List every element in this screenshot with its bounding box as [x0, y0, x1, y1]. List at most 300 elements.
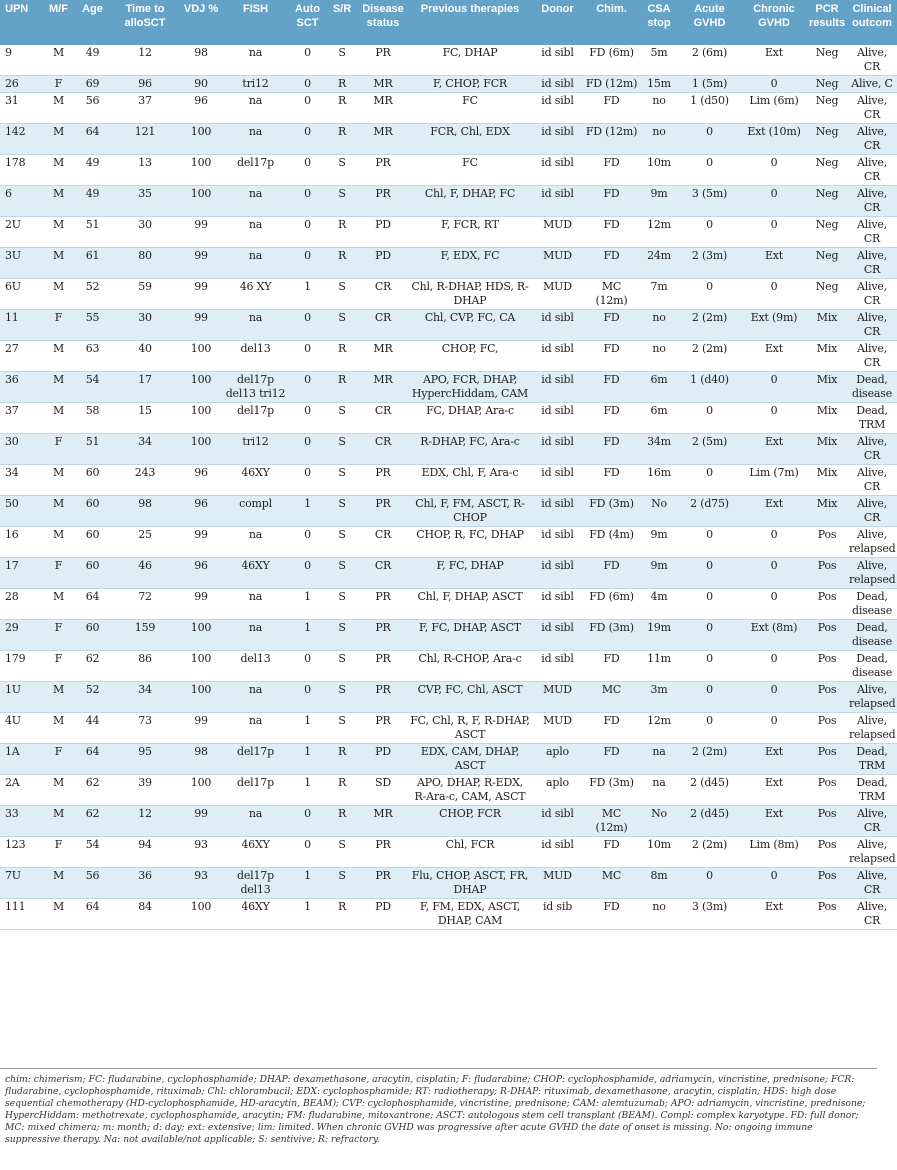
table-cell: FD (3m): [583, 620, 640, 651]
table-cell: 9m: [640, 527, 678, 558]
table-cell: 1: [289, 620, 326, 651]
table-cell: 100: [180, 682, 222, 713]
table-cell: PR: [358, 589, 408, 620]
table-row: [0, 465, 897, 496]
table-cell: Alive, relapsed: [847, 837, 897, 868]
table-cell: M: [42, 713, 75, 744]
table-cell: 64: [75, 124, 110, 155]
table-cell: M: [42, 217, 75, 248]
table-cell: 1 (d50): [678, 93, 741, 124]
table-cell: M: [42, 775, 75, 806]
table-cell: 2 (2m): [678, 837, 741, 868]
table-cell: 0: [289, 651, 326, 682]
table-cell: 99: [180, 248, 222, 279]
table-cell: 9m: [640, 186, 678, 217]
table-cell: FD: [583, 465, 640, 496]
table-cell: 69: [75, 76, 110, 93]
table-row: [0, 155, 897, 186]
table-cell: Alive, relapsed: [847, 527, 897, 558]
table-cell: S: [326, 310, 358, 341]
table-cell: M: [42, 341, 75, 372]
table-cell: 27: [0, 341, 42, 372]
table-cell: S: [326, 279, 358, 310]
table-cell: Pos: [807, 744, 847, 775]
table-cell: 96: [180, 465, 222, 496]
table-cell: 12m: [640, 217, 678, 248]
column-header: PCR results: [807, 0, 847, 45]
table-cell: MR: [358, 124, 408, 155]
table-cell: Pos: [807, 589, 847, 620]
table-cell: F: [42, 558, 75, 589]
table-cell: F: [42, 651, 75, 682]
header-row: [0, 0, 897, 45]
table-cell: 30: [110, 217, 180, 248]
table-cell: 29: [0, 620, 42, 651]
table-cell: Chl, F, FM, ASCT, R-CHOP: [408, 496, 532, 527]
table-cell: FD: [583, 310, 640, 341]
table-row: [0, 527, 897, 558]
table-cell: 2 (d45): [678, 775, 741, 806]
table-cell: id sibl: [532, 496, 583, 527]
table-cell: F, EDX, FC: [408, 248, 532, 279]
table-cell: FD (6m): [583, 45, 640, 76]
table-cell: 179: [0, 651, 42, 682]
table-cell: M: [42, 372, 75, 403]
table-cell: 62: [75, 806, 110, 837]
table-cell: 111: [0, 899, 42, 930]
table-cell: 1U: [0, 682, 42, 713]
table-cell: 0: [741, 186, 807, 217]
table-cell: 8m: [640, 868, 678, 899]
column-header: Chim.: [583, 0, 640, 45]
table-row: [0, 45, 897, 76]
table-cell: Neg: [807, 279, 847, 310]
table-cell: 96: [180, 496, 222, 527]
table-cell: 49: [75, 186, 110, 217]
table-cell: Alive, relapsed: [847, 682, 897, 713]
table-cell: M: [42, 279, 75, 310]
table-cell: R-DHAP, FC, Ara-c: [408, 434, 532, 465]
table-cell: Ext (10m): [741, 124, 807, 155]
table-cell: Alive, CR: [847, 217, 897, 248]
table-cell: 5m: [640, 45, 678, 76]
table-cell: PR: [358, 868, 408, 899]
table-cell: MUD: [532, 868, 583, 899]
table-cell: na: [222, 93, 289, 124]
table-cell: F: [42, 620, 75, 651]
table-cell: 0: [678, 403, 741, 434]
table-cell: 6: [0, 186, 42, 217]
table-cell: EDX, CAM, DHAP, ASCT: [408, 744, 532, 775]
table-cell: S: [326, 496, 358, 527]
table-cell: 30: [0, 434, 42, 465]
table-cell: 1: [289, 775, 326, 806]
table-cell: S: [326, 837, 358, 868]
table-cell: 0: [741, 558, 807, 589]
table-cell: na: [222, 186, 289, 217]
table-cell: 0: [289, 682, 326, 713]
table-cell: 100: [180, 434, 222, 465]
table-cell: 12m: [640, 713, 678, 744]
column-header: S/R: [326, 0, 358, 45]
table-cell: 17: [110, 372, 180, 403]
table-cell: 99: [180, 806, 222, 837]
table-cell: 55: [75, 310, 110, 341]
table-cell: FD: [583, 558, 640, 589]
table-cell: 0: [678, 155, 741, 186]
table-cell: 58: [75, 403, 110, 434]
table-cell: id sibl: [532, 806, 583, 837]
table-cell: Ext: [741, 248, 807, 279]
table-cell: 0: [741, 279, 807, 310]
table-cell: No: [640, 806, 678, 837]
table-cell: Ext: [741, 744, 807, 775]
table-cell: Dead, disease: [847, 651, 897, 682]
table-cell: PD: [358, 899, 408, 930]
table-cell: 0: [678, 651, 741, 682]
table-cell: F: [42, 76, 75, 93]
table-cell: 49: [75, 155, 110, 186]
table-cell: PR: [358, 465, 408, 496]
table-cell: 96: [180, 93, 222, 124]
table-cell: 100: [180, 155, 222, 186]
table-cell: F, FC, DHAP, ASCT: [408, 620, 532, 651]
table-cell: 0: [289, 465, 326, 496]
table-cell: Pos: [807, 868, 847, 899]
table-cell: 11: [0, 310, 42, 341]
table-cell: tri12: [222, 434, 289, 465]
table-cell: Lim (8m): [741, 837, 807, 868]
table-cell: PR: [358, 682, 408, 713]
table-cell: 0: [289, 403, 326, 434]
table-cell: 4U: [0, 713, 42, 744]
table-cell: 36: [110, 868, 180, 899]
table-cell: S: [326, 589, 358, 620]
table-cell: 0: [678, 620, 741, 651]
table-cell: 86: [110, 651, 180, 682]
table-cell: FC: [408, 93, 532, 124]
table-cell: 49: [75, 45, 110, 76]
table-cell: Pos: [807, 837, 847, 868]
table-row: [0, 310, 897, 341]
table-cell: 0: [289, 248, 326, 279]
table-cell: 46 XY: [222, 279, 289, 310]
column-header: Donor: [532, 0, 583, 45]
table-cell: 16: [0, 527, 42, 558]
table-cell: FD: [583, 186, 640, 217]
table-cell: 54: [75, 837, 110, 868]
table-cell: 2 (3m): [678, 248, 741, 279]
table-cell: 51: [75, 217, 110, 248]
table-cell: MC: [583, 868, 640, 899]
table-cell: M: [42, 248, 75, 279]
table-cell: R: [326, 372, 358, 403]
table-cell: na: [222, 124, 289, 155]
table-cell: del17p: [222, 155, 289, 186]
table-cell: 12: [110, 45, 180, 76]
table-cell: M: [42, 403, 75, 434]
table-cell: id sibl: [532, 155, 583, 186]
table-cell: 142: [0, 124, 42, 155]
table-cell: Alive, CR: [847, 186, 897, 217]
table-cell: PR: [358, 837, 408, 868]
table-cell: Neg: [807, 217, 847, 248]
table-cell: Mix: [807, 341, 847, 372]
table-cell: R: [326, 93, 358, 124]
table-cell: FCR, Chl, EDX: [408, 124, 532, 155]
table-cell: FD: [583, 713, 640, 744]
table-cell: id sibl: [532, 124, 583, 155]
table-row: [0, 744, 897, 775]
table-row: [0, 899, 897, 930]
table-cell: CR: [358, 527, 408, 558]
table-cell: Ext: [741, 434, 807, 465]
table-cell: M: [42, 124, 75, 155]
table-cell: R: [326, 341, 358, 372]
table-cell: CR: [358, 558, 408, 589]
table-cell: 243: [110, 465, 180, 496]
table-cell: S: [326, 620, 358, 651]
table-cell: Dead, TRM: [847, 775, 897, 806]
table-cell: 100: [180, 403, 222, 434]
table-cell: 99: [180, 310, 222, 341]
table-cell: 50: [0, 496, 42, 527]
table-cell: 96: [110, 76, 180, 93]
table-cell: 0: [289, 45, 326, 76]
table-cell: M: [42, 496, 75, 527]
table-cell: Neg: [807, 248, 847, 279]
table-cell: Alive, CR: [847, 310, 897, 341]
table-cell: PD: [358, 744, 408, 775]
table-cell: CHOP, FCR: [408, 806, 532, 837]
table-cell: 60: [75, 558, 110, 589]
table-row: [0, 589, 897, 620]
table-cell: id sibl: [532, 341, 583, 372]
table-cell: 52: [75, 682, 110, 713]
table-cell: R: [326, 217, 358, 248]
table-cell: 0: [741, 372, 807, 403]
table-cell: 9: [0, 45, 42, 76]
table-cell: na: [222, 682, 289, 713]
table-cell: Neg: [807, 45, 847, 76]
column-header: M/F: [42, 0, 75, 45]
table-cell: PR: [358, 45, 408, 76]
table-cell: S: [326, 527, 358, 558]
table-row: [0, 806, 897, 837]
table-cell: F, FM, EDX, ASCT, DHAP, CAM: [408, 899, 532, 930]
table-cell: FD: [583, 217, 640, 248]
table-cell: 36: [0, 372, 42, 403]
table-cell: Pos: [807, 527, 847, 558]
table-cell: Alive, relapsed: [847, 558, 897, 589]
table-cell: MUD: [532, 248, 583, 279]
table-cell: id sibl: [532, 310, 583, 341]
table-cell: 2U: [0, 217, 42, 248]
table-cell: 3U: [0, 248, 42, 279]
table-cell: 0: [289, 93, 326, 124]
table-cell: 159: [110, 620, 180, 651]
table-cell: Dead, TRM: [847, 744, 897, 775]
table-cell: 100: [180, 124, 222, 155]
table-cell: Neg: [807, 155, 847, 186]
table-cell: 0: [678, 527, 741, 558]
table-cell: 63: [75, 341, 110, 372]
table-cell: del17p: [222, 744, 289, 775]
table-cell: FC, DHAP, Ara-c: [408, 403, 532, 434]
table-cell: 96: [180, 558, 222, 589]
table-cell: 61: [75, 248, 110, 279]
table-cell: Ext: [741, 45, 807, 76]
table-cell: Alive, CR: [847, 45, 897, 76]
table-cell: 0: [741, 155, 807, 186]
table-cell: 0: [741, 589, 807, 620]
table-cell: 4m: [640, 589, 678, 620]
table-cell: aplo: [532, 744, 583, 775]
table-cell: Alive, CR: [847, 124, 897, 155]
table-cell: 93: [180, 837, 222, 868]
table-cell: id sib: [532, 899, 583, 930]
table-cell: Chl, FCR: [408, 837, 532, 868]
table-cell: M: [42, 527, 75, 558]
table-cell: 12: [110, 806, 180, 837]
table-cell: 123: [0, 837, 42, 868]
table-cell: FD: [583, 248, 640, 279]
table-cell: aplo: [532, 775, 583, 806]
table-cell: 39: [110, 775, 180, 806]
table-cell: FC: [408, 155, 532, 186]
table-cell: 60: [75, 527, 110, 558]
table-cell: 3 (3m): [678, 899, 741, 930]
table-cell: 62: [75, 651, 110, 682]
table-cell: 0: [741, 403, 807, 434]
table-cell: 33: [0, 806, 42, 837]
table-cell: S: [326, 186, 358, 217]
table-cell: na: [222, 589, 289, 620]
table-cell: S: [326, 465, 358, 496]
table-cell: tri12: [222, 76, 289, 93]
table-cell: 19m: [640, 620, 678, 651]
table-cell: M: [42, 45, 75, 76]
table-cell: 3m: [640, 682, 678, 713]
table-cell: PD: [358, 248, 408, 279]
table-cell: Mix: [807, 465, 847, 496]
footnote-divider: [0, 1068, 877, 1069]
table-cell: 99: [180, 527, 222, 558]
table-cell: 2 (5m): [678, 434, 741, 465]
table-cell: 93: [180, 868, 222, 899]
table-cell: 37: [0, 403, 42, 434]
table-cell: 2 (2m): [678, 744, 741, 775]
table-cell: id sibl: [532, 76, 583, 93]
table-cell: 59: [110, 279, 180, 310]
table-cell: FD: [583, 744, 640, 775]
table-cell: del17p del13 tri12: [222, 372, 289, 403]
table-cell: 0: [289, 124, 326, 155]
table-cell: 100: [180, 651, 222, 682]
table-cell: 99: [180, 279, 222, 310]
table-cell: FD: [583, 651, 640, 682]
table-cell: S: [326, 682, 358, 713]
table-cell: 72: [110, 589, 180, 620]
table-cell: 0: [678, 868, 741, 899]
table-cell: id sibl: [532, 403, 583, 434]
table-cell: 98: [110, 496, 180, 527]
column-header: VDJ %: [180, 0, 222, 45]
column-header: FISH: [222, 0, 289, 45]
table-cell: 64: [75, 744, 110, 775]
table-cell: id sibl: [532, 558, 583, 589]
table-cell: S: [326, 868, 358, 899]
table-cell: FD: [583, 403, 640, 434]
table-cell: Ext: [741, 775, 807, 806]
table-cell: FD (12m): [583, 76, 640, 93]
table-cell: FD: [583, 341, 640, 372]
table-body: [0, 45, 897, 930]
table-cell: R: [326, 76, 358, 93]
table-cell: Neg: [807, 186, 847, 217]
table-cell: 6m: [640, 403, 678, 434]
table-cell: S: [326, 155, 358, 186]
table-cell: no: [640, 93, 678, 124]
table-cell: F, CHOP, FCR: [408, 76, 532, 93]
table-cell: MUD: [532, 713, 583, 744]
table-cell: CHOP, R, FC, DHAP: [408, 527, 532, 558]
table-row: [0, 279, 897, 310]
table-cell: na: [222, 620, 289, 651]
table-cell: 7U: [0, 868, 42, 899]
table-cell: FD (3m): [583, 496, 640, 527]
table-cell: id sibl: [532, 434, 583, 465]
table-cell: 1: [289, 496, 326, 527]
table-cell: 0: [289, 341, 326, 372]
column-header: Clinical outcom: [847, 0, 897, 45]
column-header: Time to alloSCT: [110, 0, 180, 45]
table-cell: M: [42, 589, 75, 620]
table-cell: Pos: [807, 682, 847, 713]
table-cell: CR: [358, 434, 408, 465]
table-cell: id sibl: [532, 651, 583, 682]
table-cell: id sibl: [532, 372, 583, 403]
table-cell: S: [326, 434, 358, 465]
table-cell: CHOP, FC,: [408, 341, 532, 372]
column-header: UPN: [0, 0, 42, 45]
table-cell: 98: [180, 744, 222, 775]
table-cell: M: [42, 155, 75, 186]
table-cell: 0: [678, 124, 741, 155]
table-cell: FD: [583, 899, 640, 930]
table-row: [0, 217, 897, 248]
table-row: [0, 620, 897, 651]
table-cell: S: [326, 713, 358, 744]
table-cell: F: [42, 310, 75, 341]
table-cell: 35: [110, 186, 180, 217]
table-cell: na: [222, 806, 289, 837]
table-cell: Pos: [807, 899, 847, 930]
table-cell: Alive, CR: [847, 868, 897, 899]
table-cell: 15: [110, 403, 180, 434]
table-cell: Pos: [807, 558, 847, 589]
table-cell: 1 (d40): [678, 372, 741, 403]
table-cell: Dead, TRM: [847, 403, 897, 434]
table-cell: 17: [0, 558, 42, 589]
table-cell: FC, Chl, R, F, R-DHAP, ASCT: [408, 713, 532, 744]
table-cell: Ext: [741, 899, 807, 930]
table-cell: del13: [222, 651, 289, 682]
table-cell: M: [42, 93, 75, 124]
table-cell: FD (4m): [583, 527, 640, 558]
table-cell: Ext: [741, 496, 807, 527]
table-cell: 0: [741, 868, 807, 899]
